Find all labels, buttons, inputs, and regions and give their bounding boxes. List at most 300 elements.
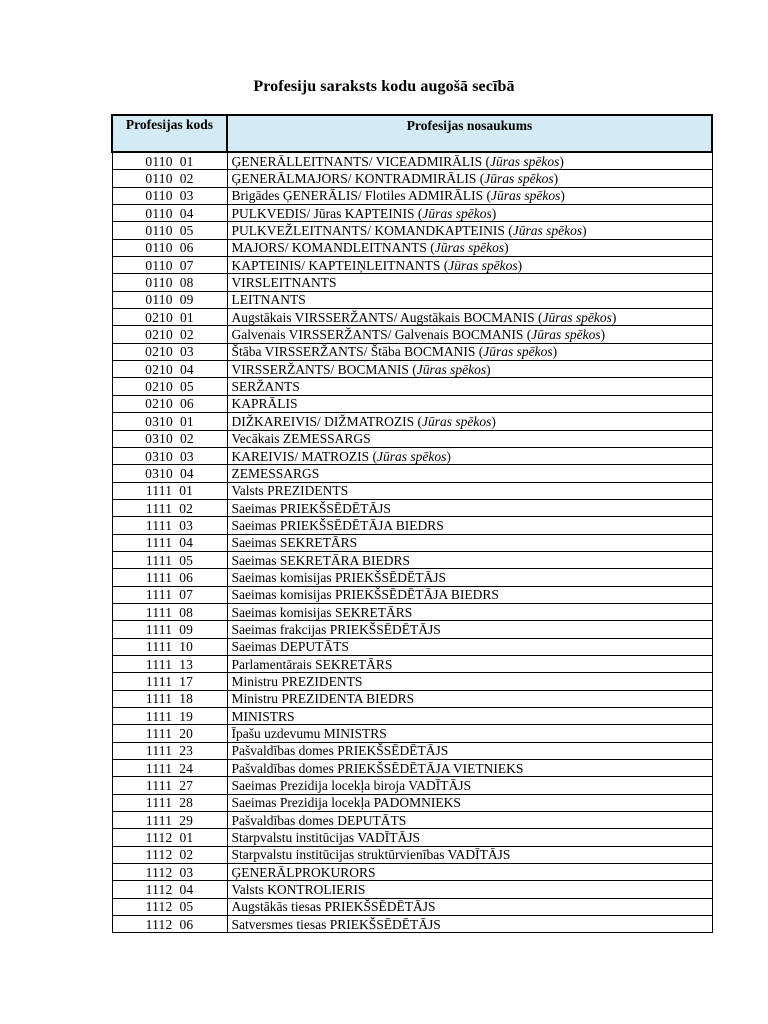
code-group: 0210	[145, 379, 173, 395]
profession-name: VIRSLEITNANTS	[231, 275, 337, 291]
code-group: 0110	[145, 257, 173, 273]
profession-code-cell	[112, 673, 227, 690]
profession-qualifier: Jūras spēkos	[531, 327, 601, 343]
profession-name-cell	[227, 447, 712, 464]
code-subgroup: 02	[179, 171, 194, 187]
code-group: 1111	[145, 604, 173, 620]
profession-name: PULKVEŽLEITNANTS/ KOMANDKAPTEINIS (	[231, 223, 513, 239]
profession-name: Ministru PREZIDENTA BIEDRS	[231, 691, 415, 707]
profession-name-cell	[227, 170, 712, 187]
table-row	[112, 482, 712, 499]
profession-name: Pašvaldības domes PRIEKŠSĒDĒTĀJA VIETNIEKS	[231, 760, 524, 776]
code-subgroup: 04	[179, 361, 194, 377]
profession-name: Pašvaldības domes PRIEKŠSĒDĒTĀJS	[231, 743, 449, 759]
code-subgroup: 06	[179, 569, 194, 585]
code-group: 0110	[145, 171, 173, 187]
table-body	[112, 152, 712, 933]
profession-name: ĢENERĀLMAJORS/ KONTRADMIRĀLIS (	[231, 171, 485, 187]
profession-code-cell	[112, 760, 227, 777]
code-subgroup: 24	[179, 760, 194, 776]
code-group: 0310	[145, 465, 173, 481]
profession-code-cell	[112, 638, 227, 655]
table-row	[112, 725, 712, 742]
code-group: 0310	[145, 431, 173, 447]
table-row	[112, 378, 712, 395]
profession-name: KAPTEINIS/ KAPTEIŅLEITNANTS (	[231, 257, 449, 273]
profession-name: Saeimas DEPUTĀTS	[231, 639, 349, 655]
code-subgroup: 05	[179, 899, 194, 915]
code-group: 1111	[145, 500, 173, 516]
profession-code-cell	[112, 846, 227, 863]
profession-qualifier: Jūras spēkos	[483, 344, 553, 360]
profession-name-cell	[227, 916, 712, 933]
code-subgroup: 05	[179, 379, 194, 395]
table-row	[112, 222, 712, 239]
profession-name-cell	[227, 846, 712, 863]
code-group: 0210	[145, 309, 173, 325]
code-subgroup: 07	[179, 257, 194, 273]
code-subgroup: 08	[179, 275, 194, 291]
profession-name: VIRSSERŽANTS/ BOCMANIS (	[231, 361, 417, 377]
profession-code-cell	[112, 326, 227, 343]
profession-name-cell	[227, 378, 712, 395]
code-group: 1111	[145, 673, 173, 689]
code-subgroup: 08	[179, 604, 194, 620]
profession-name: Satversmes tiesas PRIEKŠSĒDĒTĀJS	[231, 916, 441, 932]
table-row	[112, 499, 712, 516]
profession-qualifier: Jūras spēkos	[512, 223, 583, 239]
profession-name-cell	[227, 205, 712, 222]
profession-name: Saeimas Prezidija locekļa PADOMNIEKS	[231, 795, 461, 811]
qualifier-close: )	[491, 413, 496, 429]
table-row	[112, 621, 712, 638]
profession-qualifier: Jūras spēkos	[491, 188, 561, 204]
table-row	[112, 309, 712, 326]
table-row	[112, 760, 712, 777]
code-subgroup: 02	[179, 431, 194, 447]
table-row	[112, 551, 712, 568]
profession-qualifier: Jūras spēkos	[448, 257, 518, 273]
code-group: 0110	[145, 292, 173, 308]
profession-code-cell	[112, 569, 227, 586]
profession-name: ZEMESSARGS	[231, 465, 320, 481]
profession-name: Brigādes ĢENERĀLIS/ Flotiles ADMIRĀLIS (	[231, 188, 491, 204]
qualifier-close: )	[600, 327, 606, 343]
code-subgroup: 19	[179, 708, 194, 724]
profession-name-cell	[227, 673, 712, 690]
code-group: 1111	[145, 517, 173, 533]
code-group: 0310	[145, 448, 173, 464]
code-subgroup: 06	[179, 240, 194, 256]
table-row	[112, 898, 712, 915]
profession-code-cell	[112, 499, 227, 516]
profession-name: Saeimas PRIEKŠSĒDĒTĀJS	[231, 500, 391, 516]
profession-name-cell	[227, 794, 712, 811]
table-row	[112, 864, 712, 881]
profession-code-cell	[112, 447, 227, 464]
profession-code-cell	[112, 482, 227, 499]
profession-name: MAJORS/ KOMANDLEITNANTS (	[231, 240, 435, 256]
profession-name-cell	[227, 829, 712, 846]
profession-name-cell	[227, 326, 712, 343]
qualifier-close: )	[491, 205, 497, 221]
qualifier-close: )	[504, 240, 509, 256]
code-subgroup: 03	[179, 448, 194, 464]
profession-qualifier: Jūras spēkos	[422, 205, 492, 221]
profession-code-cell	[112, 517, 227, 534]
profession-name: Saeimas frakcijas PRIEKŠSĒDĒTĀJS	[231, 621, 441, 637]
column-header-name: Profesijas nosaukums	[227, 115, 712, 152]
profession-code-cell	[112, 395, 227, 412]
profession-name-cell	[227, 551, 712, 568]
profession-name: SERŽANTS	[231, 379, 300, 395]
code-subgroup: 01	[179, 413, 194, 429]
qualifier-close: )	[552, 344, 558, 360]
table-row	[112, 742, 712, 759]
profession-table	[111, 114, 713, 933]
profession-code-cell	[112, 205, 227, 222]
code-subgroup: 01	[179, 483, 194, 499]
profession-name-cell	[227, 395, 712, 412]
profession-name-cell	[227, 742, 712, 759]
table-row	[112, 205, 712, 222]
code-group: 0210	[145, 327, 173, 343]
profession-code-cell	[112, 152, 227, 170]
code-group: 0210	[145, 361, 173, 377]
code-group: 1112	[145, 899, 173, 915]
profession-name-cell	[227, 603, 712, 620]
profession-name: ĢENERĀLLEITNANTS/ VICEADMIRĀLIS (	[231, 153, 490, 169]
table-row	[112, 846, 712, 863]
profession-name-cell	[227, 239, 712, 256]
profession-code-cell	[112, 170, 227, 187]
code-subgroup: 03	[179, 864, 194, 880]
code-group: 1111	[145, 726, 173, 742]
profession-name-cell	[227, 430, 712, 447]
code-group: 1111	[145, 760, 173, 776]
code-subgroup: 06	[179, 916, 194, 932]
code-subgroup: 04	[179, 882, 194, 898]
qualifier-close: )	[559, 153, 564, 169]
profession-name: PULKVEDIS/ Jūras KAPTEINIS (	[231, 205, 423, 221]
profession-name: LEITNANTS	[231, 292, 306, 308]
profession-code-cell	[112, 725, 227, 742]
profession-qualifier: Jūras spēkos	[434, 240, 505, 256]
profession-code-cell	[112, 864, 227, 881]
profession-name: Valsts KONTROLIERIS	[231, 882, 366, 898]
profession-name-cell	[227, 638, 712, 655]
code-subgroup: 01	[179, 153, 194, 169]
code-group: 1111	[145, 587, 173, 603]
code-group: 0110	[145, 223, 173, 239]
table-row	[112, 534, 712, 551]
code-group: 1112	[145, 882, 173, 898]
profession-name-cell	[227, 274, 712, 291]
code-group: 0110	[145, 275, 173, 291]
qualifier-close: )	[582, 223, 587, 239]
profession-code-cell	[112, 257, 227, 274]
profession-name: Štāba VIRSSERŽANTS/ Štāba BOCMANIS (	[231, 344, 484, 360]
profession-name: Saeimas SEKRETĀRA BIEDRS	[231, 552, 411, 568]
table-row	[112, 517, 712, 534]
qualifier-close: )	[486, 361, 491, 377]
profession-name-cell	[227, 465, 712, 482]
profession-name: Saeimas Prezidija locekļa biroja VADĪTĀJS	[231, 778, 471, 794]
qualifier-close: )	[446, 448, 451, 464]
code-group: 1111	[145, 569, 173, 585]
profession-name: KAPRĀLIS	[231, 396, 298, 412]
profession-name-cell	[227, 517, 712, 534]
code-subgroup: 09	[179, 621, 194, 637]
table-row	[112, 465, 712, 482]
code-subgroup: 06	[179, 396, 194, 412]
profession-name: Saeimas SEKRETĀRS	[231, 535, 358, 551]
profession-name-cell	[227, 499, 712, 516]
code-subgroup: 20	[179, 726, 194, 742]
profession-code-cell	[112, 603, 227, 620]
profession-name: Starpvalstu institūcijas struktūrvienības VADĪTĀJS	[231, 847, 511, 863]
table-row	[112, 794, 712, 811]
qualifier-close: )	[517, 257, 523, 273]
profession-code-cell	[112, 708, 227, 725]
profession-code-cell	[112, 309, 227, 326]
table-row	[112, 326, 712, 343]
code-group: 1112	[145, 864, 173, 880]
code-group: 0210	[145, 396, 173, 412]
table-header-row	[112, 115, 712, 152]
table-row	[112, 829, 712, 846]
profession-name: Parlamentārais SEKRETĀRS	[231, 656, 393, 672]
profession-code-cell	[112, 621, 227, 638]
profession-code-cell	[112, 777, 227, 794]
profession-code-cell	[112, 274, 227, 291]
profession-name-cell	[227, 309, 712, 326]
table-row	[112, 655, 712, 672]
profession-name-cell	[227, 482, 712, 499]
profession-name-cell	[227, 413, 712, 430]
table-row	[112, 430, 712, 447]
profession-name-cell	[227, 152, 712, 170]
code-subgroup: 05	[179, 223, 194, 239]
table-row	[112, 881, 712, 898]
code-subgroup: 03	[179, 517, 194, 533]
code-group: 1111	[145, 795, 173, 811]
profession-name: Augstākais VIRSSERŽANTS/ Augstākais BOCMANIS (	[231, 309, 543, 325]
profession-code-cell	[112, 794, 227, 811]
profession-name-cell	[227, 690, 712, 707]
profession-name-cell	[227, 621, 712, 638]
profession-qualifier: Jūras spēkos	[542, 309, 612, 325]
profession-qualifier: Jūras spēkos	[421, 413, 492, 429]
profession-name-cell	[227, 257, 712, 274]
code-subgroup: 04	[179, 205, 194, 221]
code-subgroup: 29	[179, 812, 194, 828]
code-subgroup: 13	[179, 656, 194, 672]
code-subgroup: 03	[179, 188, 194, 204]
code-subgroup: 23	[179, 743, 194, 759]
table-row	[112, 586, 712, 603]
profession-code-cell	[112, 551, 227, 568]
profession-name-cell	[227, 291, 712, 308]
profession-name-cell	[227, 655, 712, 672]
profession-code-cell	[112, 916, 227, 933]
code-group: 1111	[145, 552, 173, 568]
profession-code-cell	[112, 812, 227, 829]
profession-code-cell	[112, 378, 227, 395]
code-group: 0210	[145, 344, 173, 360]
profession-code-cell	[112, 534, 227, 551]
profession-code-cell	[112, 690, 227, 707]
profession-name-cell	[227, 361, 712, 378]
table-row	[112, 413, 712, 430]
code-group: 1111	[145, 691, 173, 707]
profession-code-cell	[112, 655, 227, 672]
code-group: 0310	[145, 413, 173, 429]
code-group: 0110	[145, 153, 173, 169]
code-group: 0110	[145, 188, 173, 204]
profession-code-cell	[112, 430, 227, 447]
profession-name: Augstākās tiesas PRIEKŠSĒDĒTĀJS	[231, 899, 436, 915]
code-group: 1112	[145, 830, 173, 846]
profession-code-cell	[112, 898, 227, 915]
table-row	[112, 916, 712, 933]
profession-name: Saeimas komisijas SEKRETĀRS	[231, 604, 413, 620]
code-group: 1112	[145, 916, 173, 932]
code-subgroup: 10	[179, 639, 194, 655]
code-subgroup: 04	[179, 535, 194, 551]
table-row	[112, 343, 712, 360]
code-group: 1111	[145, 483, 173, 499]
code-subgroup: 27	[179, 778, 194, 794]
profession-name: Vecākais ZEMESSARGS	[231, 431, 371, 447]
table-row	[112, 812, 712, 829]
qualifier-close: )	[560, 188, 565, 204]
code-subgroup: 28	[179, 795, 194, 811]
profession-name-cell	[227, 708, 712, 725]
code-group: 1111	[145, 656, 173, 672]
profession-name: DIŽKAREIVIS/ DIŽMATROZIS (	[231, 413, 422, 429]
profession-code-cell	[112, 291, 227, 308]
code-group: 1111	[145, 621, 173, 637]
profession-name: Pašvaldības domes DEPUTĀTS	[231, 812, 407, 828]
qualifier-close: )	[553, 171, 559, 187]
table-row	[112, 361, 712, 378]
code-subgroup: 01	[179, 309, 194, 325]
table-row	[112, 569, 712, 586]
table-row	[112, 152, 712, 170]
table-row	[112, 170, 712, 187]
table-row	[112, 239, 712, 256]
profession-code-cell	[112, 239, 227, 256]
code-subgroup: 09	[179, 292, 194, 308]
code-group: 1111	[145, 778, 173, 794]
profession-name: Ministru PREZIDENTS	[231, 673, 363, 689]
profession-name-cell	[227, 586, 712, 603]
profession-name-cell	[227, 812, 712, 829]
code-subgroup: 02	[179, 500, 194, 516]
table-row	[112, 395, 712, 412]
profession-code-cell	[112, 343, 227, 360]
table-row	[112, 638, 712, 655]
profession-name-cell	[227, 725, 712, 742]
page-title: Profesiju saraksts kodu augošā secībā	[253, 78, 515, 95]
table-row	[112, 257, 712, 274]
code-subgroup: 05	[179, 552, 194, 568]
profession-name-cell	[227, 760, 712, 777]
profession-name-cell	[227, 569, 712, 586]
profession-code-cell	[112, 361, 227, 378]
profession-name-cell	[227, 898, 712, 915]
profession-name: Īpašu uzdevumu MINISTRS	[231, 726, 387, 742]
profession-name: Starpvalstu institūcijas VADĪTĀJS	[231, 830, 421, 846]
table-row	[112, 603, 712, 620]
profession-name-cell	[227, 864, 712, 881]
profession-code-cell	[112, 742, 227, 759]
profession-qualifier: Jūras spēkos	[377, 448, 447, 464]
profession-name-cell	[227, 777, 712, 794]
qualifier-close: )	[611, 309, 617, 325]
code-subgroup: 04	[179, 465, 194, 481]
profession-name-cell	[227, 881, 712, 898]
code-subgroup: 03	[179, 344, 194, 360]
code-subgroup: 01	[179, 830, 194, 846]
table-row	[112, 274, 712, 291]
code-subgroup: 17	[179, 673, 194, 689]
profession-code-cell	[112, 881, 227, 898]
code-group: 0110	[145, 240, 173, 256]
column-header-code: Profesijas kods	[112, 115, 227, 152]
code-group: 1111	[145, 639, 173, 655]
code-group: 1111	[145, 812, 173, 828]
profession-code-cell	[112, 829, 227, 846]
profession-name: KAREIVIS/ MATROZIS (	[231, 448, 378, 464]
profession-name-cell	[227, 187, 712, 204]
code-subgroup: 02	[179, 847, 194, 863]
table-row	[112, 187, 712, 204]
profession-qualifier: Jūras spēkos	[489, 153, 560, 169]
code-group: 1111	[145, 708, 173, 724]
code-group: 1111	[145, 743, 173, 759]
profession-code-cell	[112, 465, 227, 482]
code-subgroup: 02	[179, 327, 194, 343]
profession-code-cell	[112, 413, 227, 430]
profession-name-cell	[227, 343, 712, 360]
profession-name: Saeimas komisijas PRIEKŠSĒDĒTĀJS	[231, 569, 447, 585]
profession-code-cell	[112, 222, 227, 239]
profession-name: Saeimas komisijas PRIEKŠSĒDĒTĀJA BIEDRS	[231, 587, 499, 603]
profession-name: Saeimas PRIEKŠSĒDĒTĀJA BIEDRS	[231, 517, 444, 533]
profession-name: MINISTRS	[231, 708, 295, 724]
code-group: 1111	[145, 535, 173, 551]
table-row	[112, 447, 712, 464]
profession-qualifier: Jūras spēkos	[416, 361, 487, 377]
profession-name: ĢENERĀLPROKURORS	[231, 864, 376, 880]
profession-name-cell	[227, 534, 712, 551]
table-row	[112, 673, 712, 690]
profession-name-cell	[227, 222, 712, 239]
profession-code-cell	[112, 586, 227, 603]
profession-name: Valsts PREZIDENTS	[231, 483, 349, 499]
code-group: 1112	[145, 847, 173, 863]
profession-name: Galvenais VIRSSERŽANTS/ Galvenais BOCMANIS (	[231, 327, 532, 343]
code-subgroup: 18	[179, 691, 194, 707]
table-row	[112, 291, 712, 308]
profession-qualifier: Jūras spēkos	[484, 171, 554, 187]
table-row	[112, 777, 712, 794]
code-group: 0110	[145, 205, 173, 221]
code-subgroup: 07	[179, 587, 194, 603]
table-row	[112, 708, 712, 725]
